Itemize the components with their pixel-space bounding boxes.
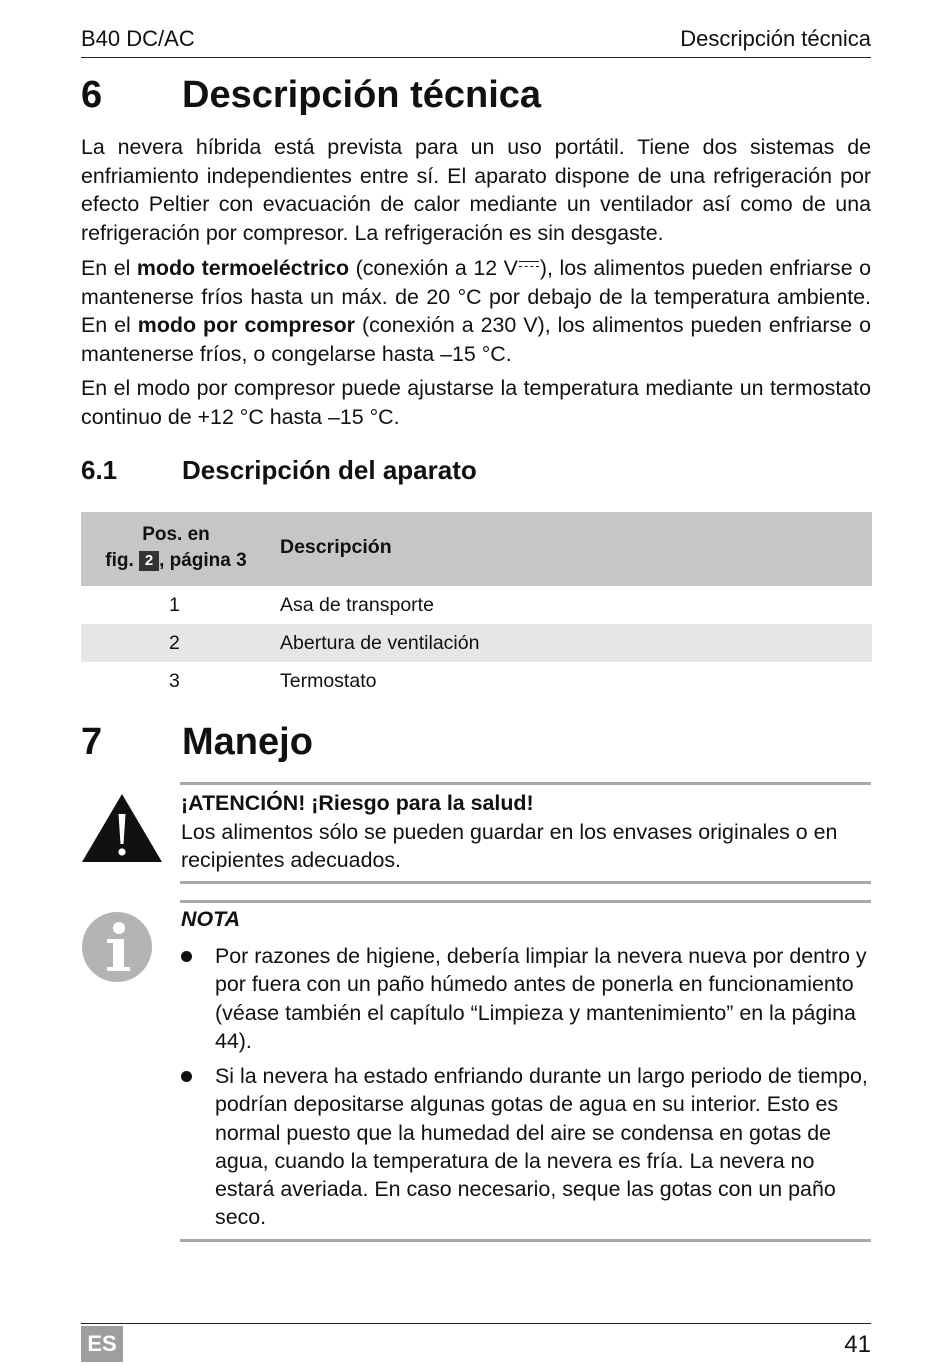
bullet-icon <box>181 951 192 962</box>
column-header-pos-line1: Pos. en <box>142 524 210 545</box>
section-6-1-number: 6.1 <box>81 455 118 485</box>
note-list-item: Por razones de higiene, debería limpiar la nevera nueva por dentro y por fuera con un paño húmedo antes de ponerla en funcionamiento (véase también el capítulo “Limpieza y mantenimiento” en la página 44). <box>215 944 867 1053</box>
header-model: B40 DC/AC <box>81 26 195 51</box>
language-badge: ES <box>81 1326 123 1362</box>
footer-divider <box>81 1323 871 1324</box>
section-6-1-heading <box>81 455 871 487</box>
warning-triangle-icon <box>81 792 163 864</box>
column-header-pos-line2 <box>81 548 271 574</box>
header-divider <box>81 57 871 58</box>
warning-body: Los alimentos sólo se pueden guardar en los envases originales o en recipientes adecuados. <box>181 819 838 872</box>
section-6-paragraph-2 <box>81 254 871 368</box>
warning-title: ¡ATENCIÓN! ¡Riesgo para la salud! <box>181 791 534 815</box>
figure-number-badge: 2 <box>139 551 159 571</box>
row-position: 1 <box>169 594 180 616</box>
warning-bottom-rule <box>180 881 871 884</box>
section-7-title: Manejo <box>182 721 313 763</box>
p2-bold-thermoelectric: modo termoeléctrico <box>136 256 350 280</box>
header-section: Descripción técnica <box>680 26 871 51</box>
row-position: 2 <box>169 632 180 654</box>
info-icon <box>81 911 153 983</box>
table-row <box>81 624 872 662</box>
p2-bold-compressor: modo por compresor <box>137 313 356 337</box>
note-top-rule <box>180 900 871 903</box>
row-description: Termostato <box>280 670 377 692</box>
table-row <box>81 586 872 624</box>
section-7-heading <box>81 721 871 767</box>
section-6-number: 6 <box>81 74 103 116</box>
row-position: 3 <box>169 670 180 692</box>
row-description: Asa de transporte <box>280 594 434 616</box>
parts-table <box>81 512 872 700</box>
warning-top-rule <box>180 782 871 785</box>
p2-text-d: ), los alimentos pueden enfriarse o mantenerse fríos hasta un máx. de 20 °C por debajo de la temperatura ambiente. En el <box>81 256 872 337</box>
section-6-heading <box>81 74 871 120</box>
column-header-position <box>81 522 271 574</box>
note-bottom-rule <box>180 1239 871 1242</box>
section-6-paragraph-1: La nevera híbrida está prevista para un uso portátil. Tiene dos sistemas de enfriamiento independientes entre sí. El aparato dispone de una refrigeración por efecto Peltier con evacuación de calor mediante un ventilador así como de una refrigeración por compresor. La refrigeración es sin desgaste. <box>81 135 871 245</box>
section-6-1-title: Descripción del aparato <box>182 455 477 485</box>
fig-label: fig. <box>105 550 134 571</box>
warning-text <box>181 789 871 875</box>
p2-text-a: En el <box>81 256 137 280</box>
note-list-item: Si la nevera ha estado enfriando durante un largo periodo de tiempo, podrían depositarse algunas gotas de agua en su interior. Esto es normal puesto que la humedad del aire se condensa en gotas de agua, cuando la temperatura de la nevera es fría. La nevera no estará averiada. En caso necesario, seque las gotas con un paño seco. <box>215 1064 868 1230</box>
column-header-description: Descripción <box>280 536 392 558</box>
p2-text-c: (conexión a 12 V <box>349 256 518 280</box>
page-number: 41 <box>844 1331 871 1358</box>
section-6-paragraph-3: En el modo por compresor puede ajustarse la temperatura mediante un termostato continuo de +12 °C hasta –15 °C. <box>81 376 871 429</box>
note-title: NOTA <box>181 907 241 931</box>
section-7-number: 7 <box>81 721 103 763</box>
dc-current-icon <box>519 261 539 272</box>
table-row <box>81 662 872 700</box>
bullet-icon <box>181 1071 192 1082</box>
table-header <box>81 512 872 586</box>
section-6-title: Descripción técnica <box>182 74 542 116</box>
row-description: Abertura de ventilación <box>280 632 480 654</box>
p2-text-f: (conexión a 230 V), los alimentos pueden enfriarse o mantenerse fríos, o congelarse hasta –15 °C. <box>81 313 871 366</box>
page-ref: , página 3 <box>159 550 247 571</box>
